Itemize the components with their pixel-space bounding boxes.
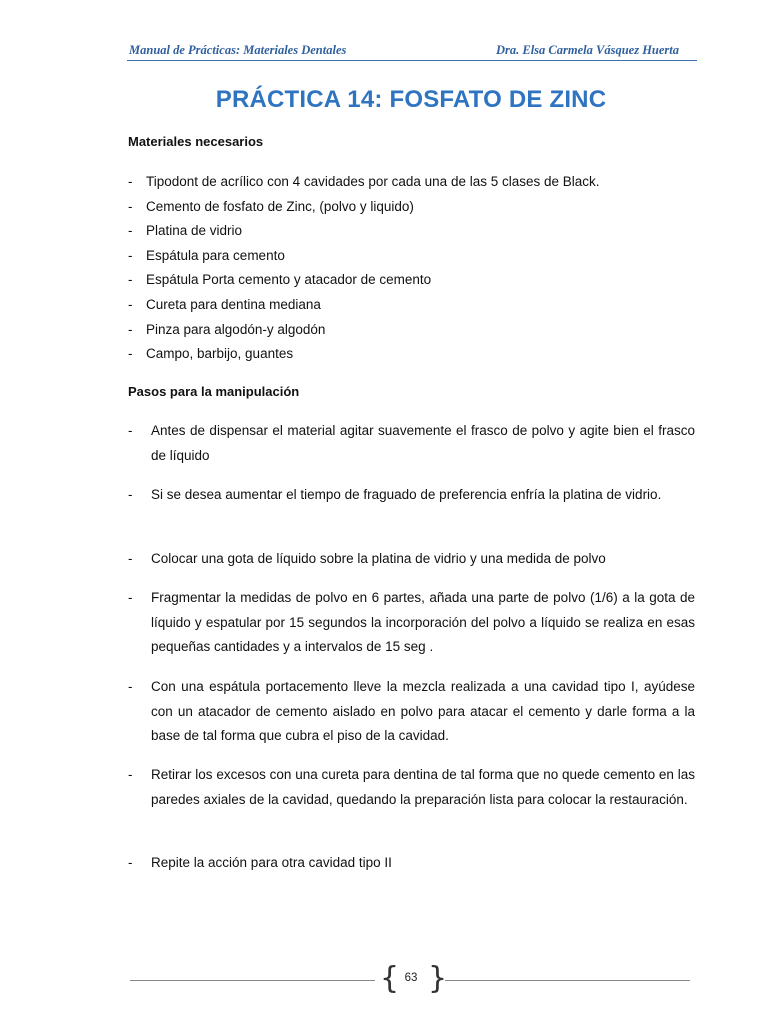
list-dash: - [128, 296, 133, 312]
list-dash: - [128, 423, 133, 438]
page-number: 63 [404, 972, 418, 984]
list-item: - Cemento de fosfato de Zinc, (polvo y liquido) [128, 195, 698, 220]
list-dash: - [128, 767, 133, 782]
step-item: - Con una espátula portacemento lleve la mezcla realizada a una cavidad tipo I, ayúdese con un atacador de cemento aislado en polvo para atacar el cemento y darle forma a la base de tal forma que cubra el piso de la cavidad. [128, 675, 695, 749]
materials-heading: Materiales necesarios [128, 134, 264, 149]
list-item: - Espátula Porta cemento y atacador de cemento [128, 268, 698, 293]
page-header [127, 42, 697, 61]
header-manual-title: Manual de Prácticas: Materiales Dentales [129, 43, 347, 57]
steps-heading: Pasos para la manipulación [128, 384, 300, 399]
step-item: - Antes de dispensar el material agitar suavemente el frasco de polvo y agite bien el frasco de líquido [128, 419, 695, 468]
list-dash: - [128, 272, 133, 288]
list-dash: - [128, 855, 133, 870]
step-item: - Repite la acción para otra cavidad tipo II [128, 851, 695, 876]
left-brace-icon: { [380, 961, 400, 996]
list-item: - Platina de vidrio [128, 219, 698, 244]
list-dash: - [128, 346, 133, 362]
list-dash: - [128, 487, 133, 502]
step-item: - Si se desea aumentar el tiempo de fraguado de preferencia enfría la platina de vidrio. [128, 483, 695, 508]
header-author: Dra. Elsa Carmela Vásquez Huerta [495, 43, 679, 57]
right-brace-icon: } [428, 961, 448, 996]
list-item: - Tipodont de acrílico con 4 cavidades por cada una de las 5 clases de Black. [128, 170, 698, 195]
footer-divider-left [130, 980, 375, 981]
list-item: - Espátula para cemento [128, 244, 698, 269]
step-item: - Fragmentar la medidas de polvo en 6 partes, añada una parte de polvo (1/6) a la gota de líquido y espatular por 15 segundos la incorporación del polvo a líquido se realiza en esas pequeñas cantidades y a intervalos de 15 seg . [128, 586, 695, 660]
list-dash: - [128, 590, 133, 605]
list-item: - Campo, barbijo, guantes [128, 342, 698, 367]
list-dash: - [128, 551, 133, 566]
list-item: - Cureta para dentina mediana [128, 293, 698, 318]
footer-divider-right [445, 980, 690, 981]
page-title: PRÁCTICA 14: FOSFATO DE ZINC [215, 86, 607, 113]
list-dash: - [128, 679, 133, 694]
list-item: - Pinza para algodón-y algodón [128, 318, 698, 343]
list-dash: - [128, 174, 133, 189]
materials-list [128, 170, 698, 367]
list-dash: - [128, 223, 133, 239]
list-dash: - [128, 321, 133, 337]
step-item: - Colocar una gota de líquido sobre la platina de vidrio y una medida de polvo [128, 547, 695, 572]
step-item: - Retirar los excesos con una cureta para dentina de tal forma que no quede cemento en las paredes axiales de la cavidad, quedando la preparación lista para colocar la restauración. [128, 763, 695, 812]
list-dash: - [128, 247, 133, 263]
list-dash: - [128, 198, 133, 214]
